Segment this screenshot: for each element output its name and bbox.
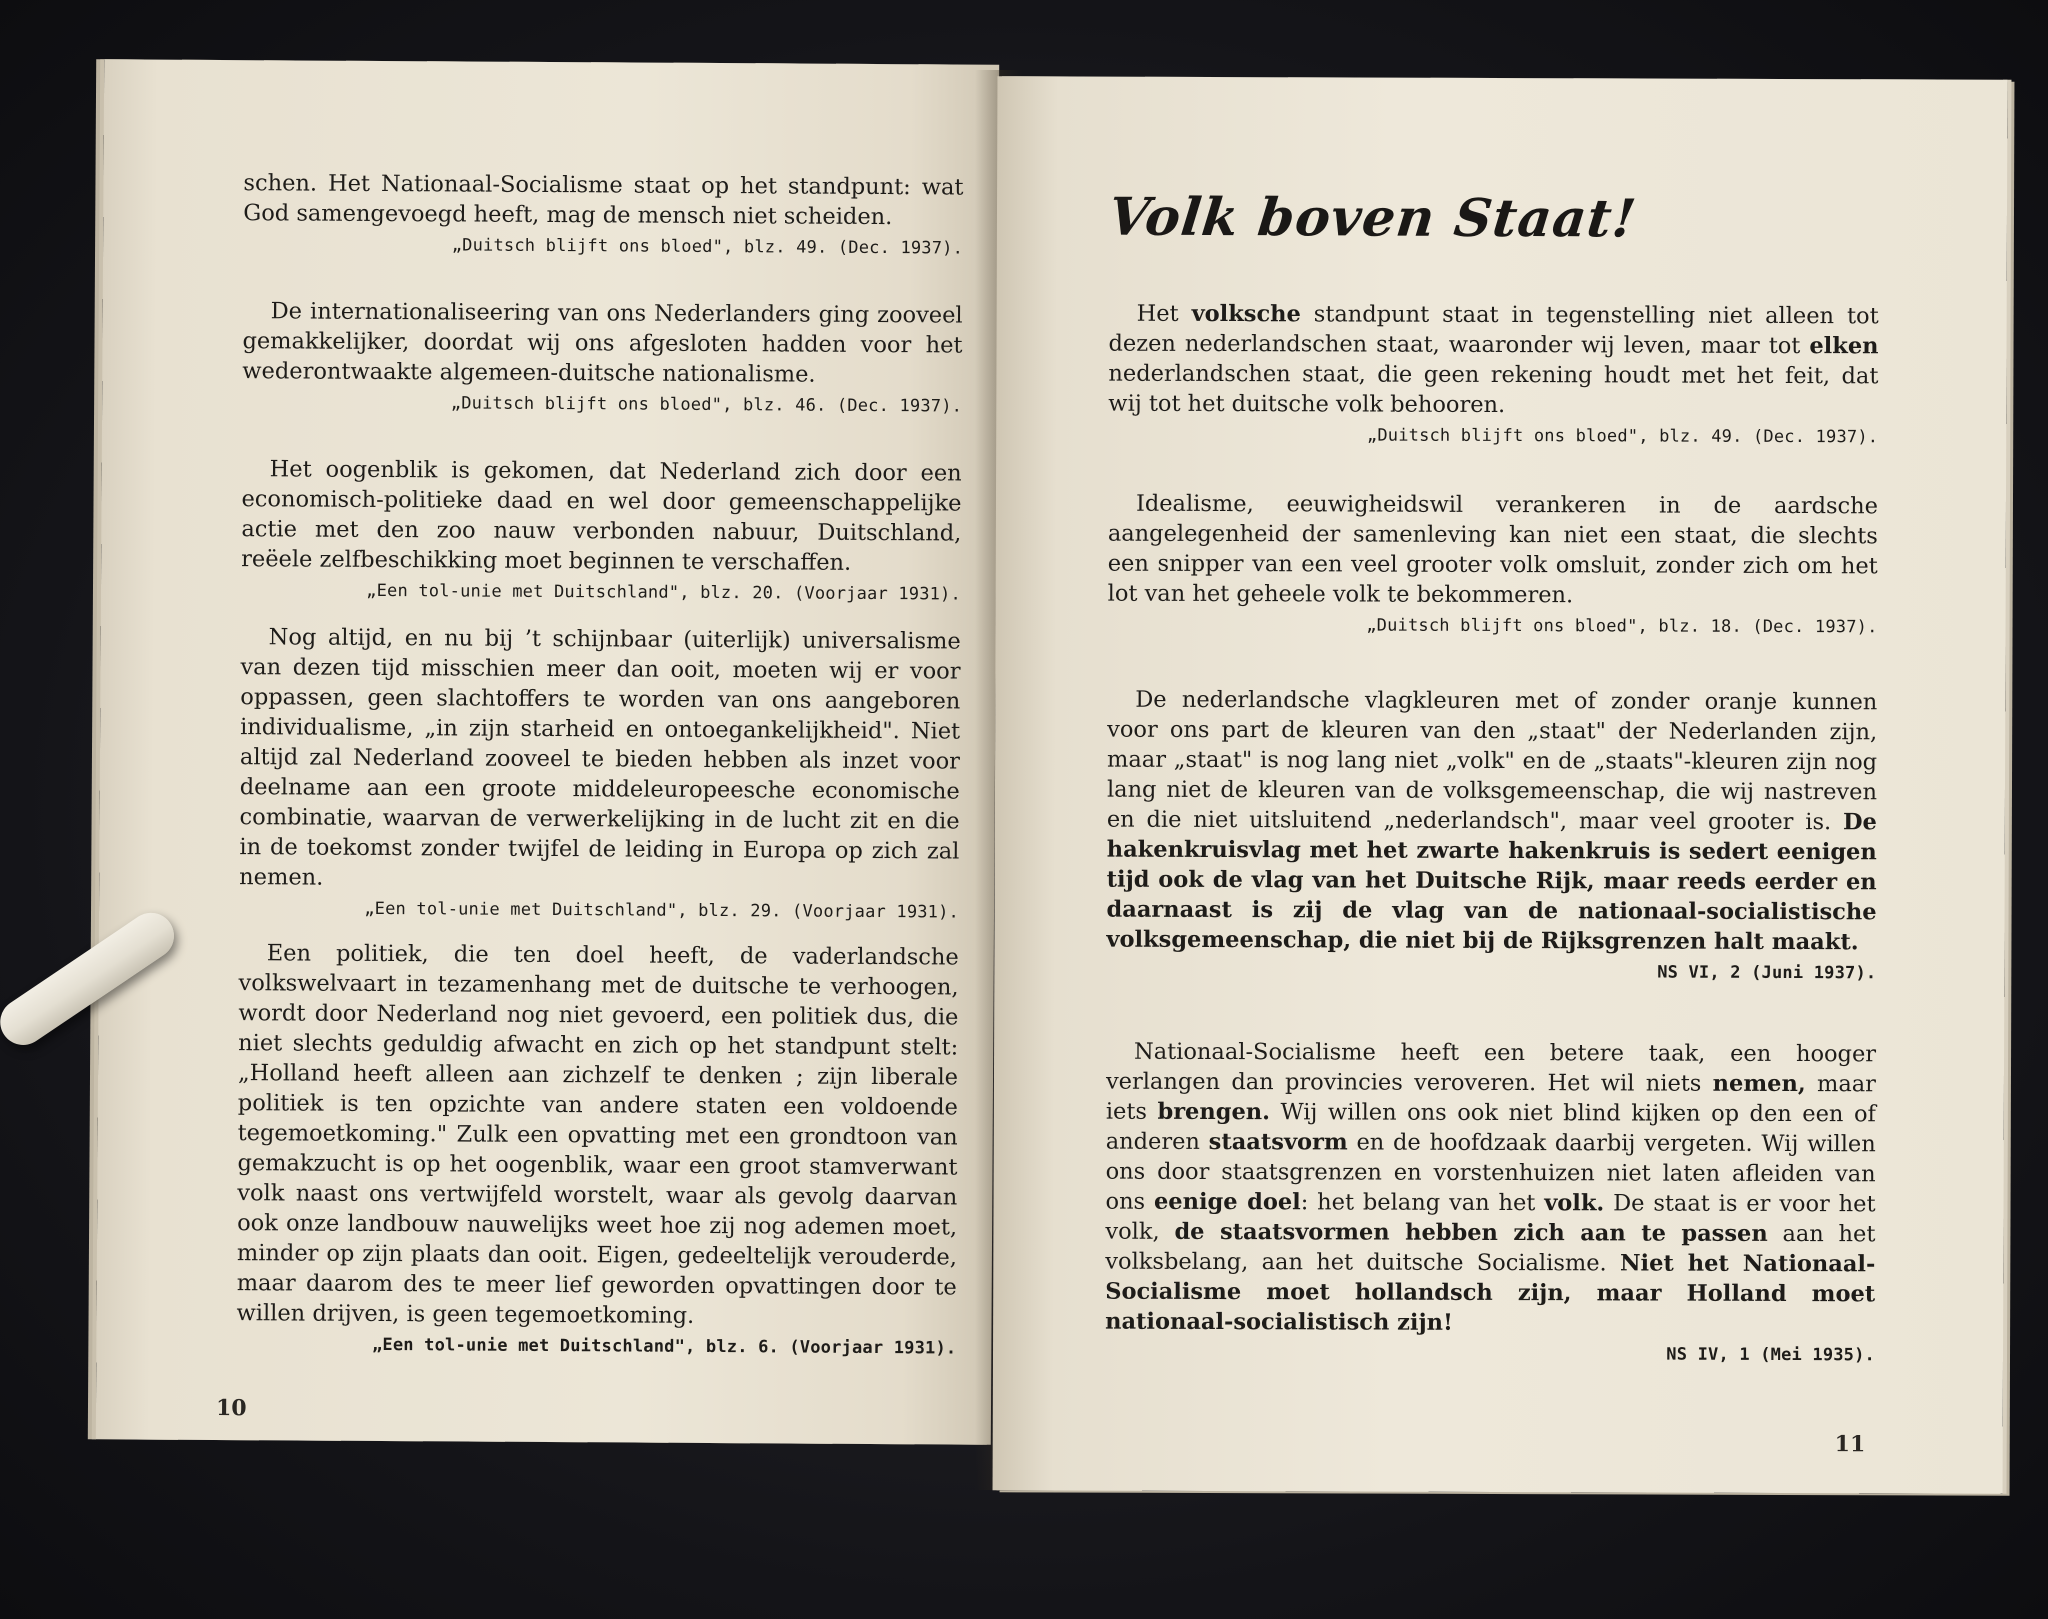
left-quote-4: [239, 622, 961, 924]
quote-source: „Een tol-unie met Duitschland", blz. 20. (Voorjaar 1931).: [366, 580, 962, 605]
right-quote-4: [1105, 1037, 1876, 1368]
quote-source: „Een tol-unie met Duitschland", blz. 29. (Voorjaar 1931).: [364, 898, 960, 923]
left-quote-3: [241, 454, 962, 606]
quote-text: Het oogenblik is gekomen, dat Nederland zich door een economisch-politieke daad en wel door gemeenschappelijke actie met den zoo nauw verbonden nabuur, Duitschland, reëele zelfbeschikking moet beginnen te verschaffen.: [241, 456, 962, 576]
page-heading: Volk boven Staat!: [1105, 186, 1640, 250]
right-quote-3: [1106, 685, 1877, 986]
left-quote-2: [242, 296, 963, 418]
left-quote-5: [236, 938, 959, 1360]
left-quote-1: [243, 168, 964, 260]
quote-text: De internationaliseering van ons Nederlanders ging zooveel gemakkelijker, doordat wij ons afgesloten hadden voor het wederontwaakte algemeen-duitsche nationalisme.: [242, 298, 963, 388]
quote-text: Het volksche standpunt staat in tegenstelling niet alleen tot dezen nederlandschen staat, waaronder wij leven, maar tot elken nederlandschen staat, die geen rekening houdt met het feit, dat wij tot het duitsche volk behooren.: [1108, 300, 1879, 419]
quote-source: „Duitsch blijft ons bloed", blz. 49. (Dec. 1937).: [1366, 425, 1879, 448]
page-number-left: 10: [215, 1394, 247, 1422]
left-page: [96, 59, 999, 1444]
right-page: [993, 76, 2008, 1494]
right-quote-2: [1108, 489, 1879, 640]
quote-source: NS VI, 2 (Juni 1937).: [1657, 962, 1877, 984]
quote-text: Nog altijd, en nu bij ’t schijnbaar (uiterlijk) universalisme van dezen tijd misschien meer dan ooit, moeten wij er voor oppassen, geen slachtoffers te worden van ons aangeboren individualisme, „in zijn starheid en ontoegankelijkheid". Niet altijd zal Nederland zooveel te bieden hebben als inzet voor deelname aan een groote middeleuropeesche economische combinatie, waarvan de verwerkelijking in de lucht zit en die in de toekomst zonder twijfel de leiding in Europa op zich zal nemen.: [239, 624, 961, 891]
quote-text: De nederlandsche vlagkleuren met of zonder oranje kunnen voor ons part de kleuren van den „staat" der Nederlanden zijn, maar „staat" is nog lang niet „volk" en de „staats"-kleuren zijn nog lang niet de kleuren van de volksgemeenschap, die wij nastreven en die niet uitsluitend „nederlandsch", maar veel grooter is. De hakenkruisvlag met het zwarte hakenkruis is sedert eenigen tijd ook de vlag van het Duitsche Rijk, maar reeds eerder en daarnaast is zij de vlag van de nationaal-socialistische volksgemeenschap, die niet bij de Rijksgrenzen halt maakt.: [1106, 686, 1878, 956]
quote-text: Nationaal-Socialisme heeft een betere taak, een hooger verlangen dan provincies veroveren. Het wil niets nemen, maar iets brengen. Wij willen ons ook niet blind kijken op den een of anderen staatsvorm en de hoofdzaak daarbij vergeten. Wij willen ons door staatsgrenzen en vorstenhuizen niet laten afleiden van ons eenige doel: het belang van het volk. De staat is er voor het volk, de staatsvormen hebben zich aan te passen aan het volksbelang, aan het duitsche Socialisme. Niet het Nationaal-Socialisme moet hollandsch zijn, maar Holland moet nationaal-socialistisch zijn!: [1105, 1038, 1877, 1336]
quote-text: schen. Het Nationaal-Socialisme staat op het standpunt: wat God samengevoegd heeft, mag de mensch niet scheiden.: [243, 170, 964, 231]
page-number-right: 11: [1834, 1431, 1866, 1458]
quote-source: „Een tol-unie met Duitschland", blz. 6. (Voorjaar 1931).: [371, 1334, 957, 1359]
quote-text: Idealisme, eeuwigheidswil verankeren in de aardsche aangelegenheid der samenleving kan niet een staat, die slechts een snipper van een veel grooter volk omsluit, zonder zich om het lot van het geheele volk te bekommeren.: [1107, 490, 1879, 609]
quote-text: Een politiek, die ten doel heeft, de vaderlandsche volkswelvaart in tezamenhang met de duitsche te verhoogen, wordt door Nederland nog niet gevoerd, een politiek dus, die niet slechts geduldig afwacht en zich op het standpunt stelt: „Holland heeft alleen aan zichzelf te denken ; zijn liberale politiek is ten opzichte van andere staten een voldoende tegemoetkoming." Zulk een opvatting met een grondtoon van gemakzucht is op het oogenblik, waar een groot stamverwant volk naast ons vertwijfeld worstelt, waar als gevolg daarvan ook onze landbouw nauwelijks weet hoe zij nog ademen moet, minder op zijn plaats dan ooit. Eigen, gedeeltelijk verouderde, maar daarom des te meer lief geworden opvattingen door te willen drijven, is geen tegemoetkoming.: [236, 940, 959, 1329]
quote-source: „Duitsch blijft ons bloed", blz. 18. (Dec. 1937).: [1366, 615, 1878, 638]
quote-source: „Duitsch blijft ons bloed", blz. 49. (Dec. 1937).: [451, 235, 964, 259]
quote-source: NS IV, 1 (Mei 1935).: [1666, 1344, 1876, 1366]
right-quote-1: [1108, 299, 1879, 450]
quote-source: „Duitsch blijft ons bloed", blz. 46. (Dec. 1937).: [450, 393, 963, 417]
